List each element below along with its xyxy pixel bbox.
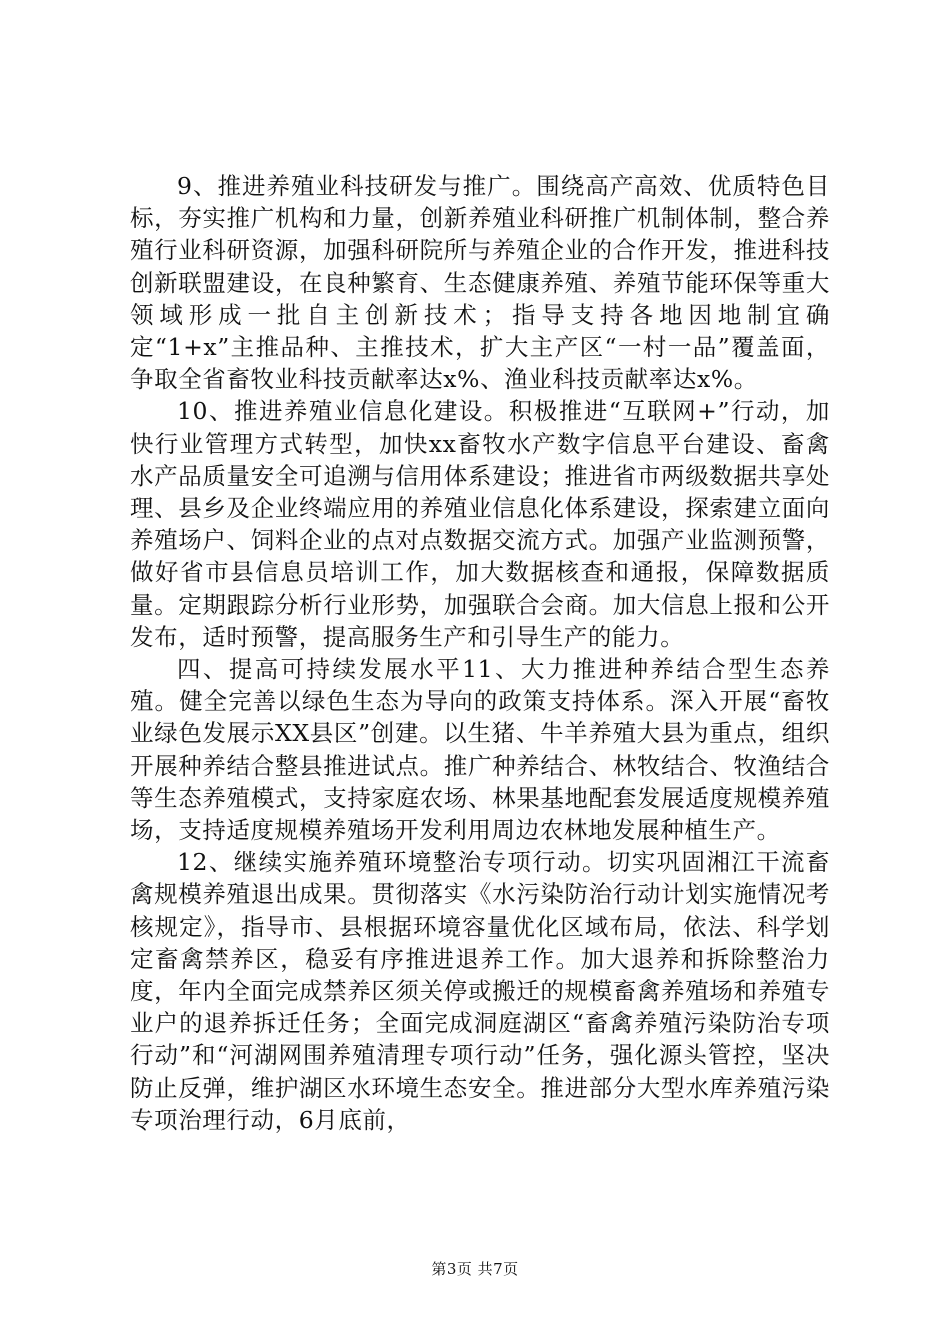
paragraph-11-eco-farming: 四、提高可持续发展水平11、大力推进种养结合型生态养殖。健全完善以绿色生态为导向的政策支持体系。深入开展“畜牧业绿色发展示XX县区”创建。以生猪、牛羊养殖大县为重点，组织开展种养结合整县推进试点。推广种养结合、林牧结合、牧渔结合等生态养殖模式，支持家庭农场、林果基地配套发展适度规模养殖场，支持适度规模养殖场开发利用周边农林地发展种植生产。 (130, 655, 830, 845)
document-body (130, 170, 830, 1136)
paragraph-12-environment-rectification: 12、继续实施养殖环境整治专项行动。切实巩固湘江干流畜禽规模养殖退出成果。贯彻落实《水污染防治行动计划实施情况考核规定》，指导市、县根据环境容量优化区域布局，依法、科学划定畜禽禁养区，稳妥有序推进退养工作。加大退养和拆除整治力度，年内全面完成禁养区须关停或搬迁的规模畜禽养殖场和养殖专业户的退养拆迁任务；全面完成洞庭湖区“畜禽养殖污染防治专项行动”和“河湖网围养殖清理专项行动”任务，强化源头管控，坚决防止反弹，维护湖区水环境生态安全。推进部分大型水库养殖污染专项治理行动，6月底前， (130, 848, 830, 1134)
paragraph-9-tech-rd: 9、推进养殖业科技研发与推广。围绕高产高效、优质特色目标，夯实推广机构和力量，创新养殖业科研推广机制体制，整合养殖行业科研资源，加强科研院所与养殖企业的合作开发，推进科技创新联盟建设，在良种繁育、生态健康养殖、养殖节能环保等重大领域形成一批自主创新技术；指导支持各地因地制宜确定“1+x”主推品种、主推技术，扩大主产区“一村一品”覆盖面，争取全省畜牧业科技贡献率达x%、渔业科技贡献率达x%。 (130, 172, 830, 394)
paragraph-10-informatization: 10、推进养殖业信息化建设。积极推进“互联网+”行动，加快行业管理方式转型，加快xx畜牧水产数字信息平台建设、畜禽水产品质量安全可追溯与信用体系建设；推进省市两级数据共享处理、县乡及企业终端应用的养殖业信息化体系建设，探索建立面向养殖场户、饲料企业的点对点数据交流方式。加强产业监测预警，做好省市县信息员培训工作，加大数据核查和通报，保障数据质量。定期跟踪分析行业形势，加强联合会商。加大信息上报和公开发布，适时预警，提高服务生产和引导生产的能力。 (130, 397, 830, 651)
page-number-footer: 第3页 共7页 (431, 1260, 519, 1278)
